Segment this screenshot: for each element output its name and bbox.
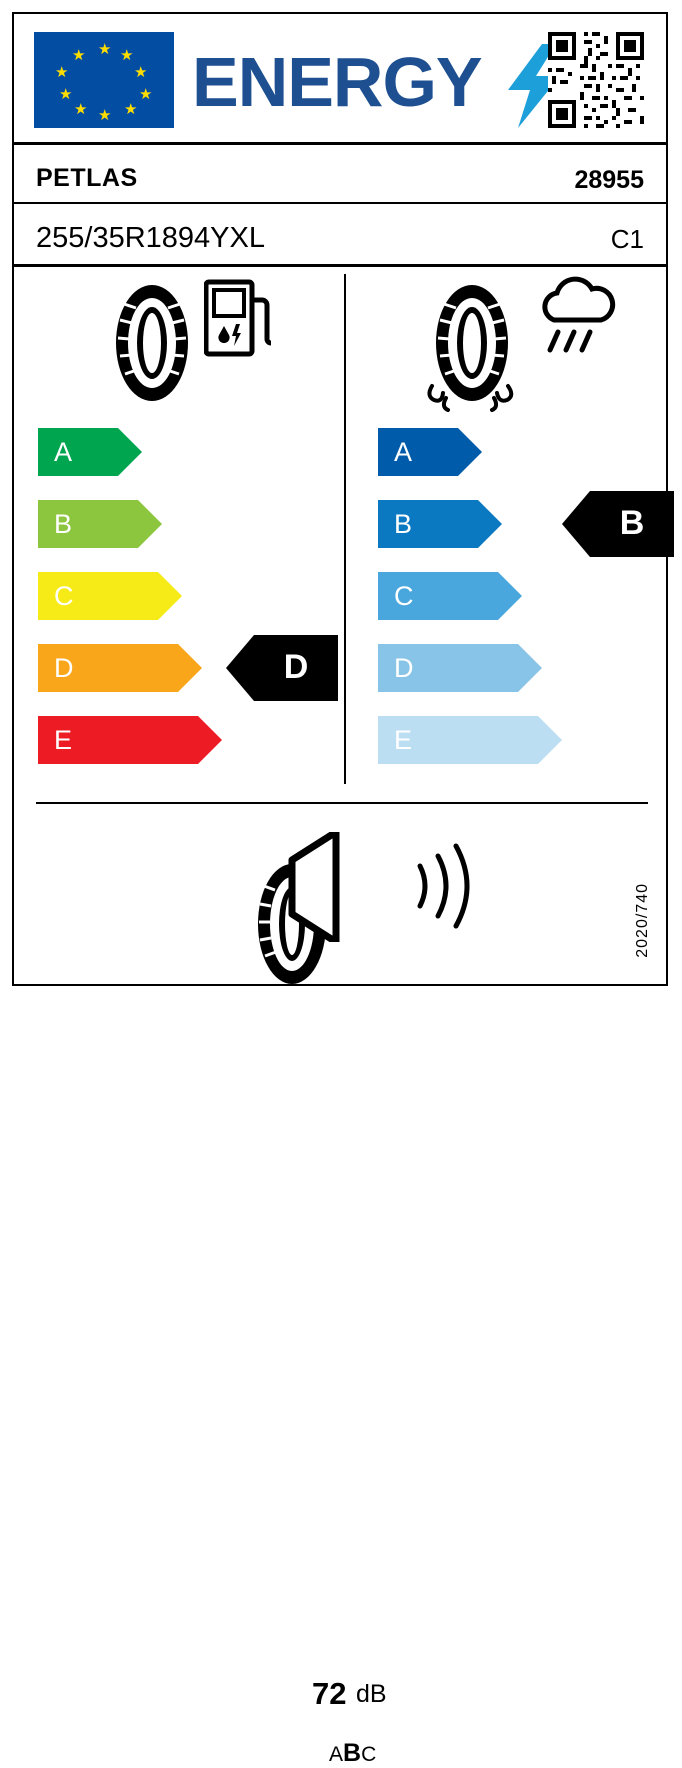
wet-grade-c bbox=[378, 572, 498, 620]
label-header bbox=[14, 14, 666, 142]
qr-code-icon bbox=[548, 32, 644, 128]
fuel-grade-d-letter: D bbox=[54, 652, 74, 683]
fuel-tyre-icon bbox=[102, 282, 202, 409]
panel-divider bbox=[344, 274, 346, 784]
fuel-grade-e bbox=[38, 716, 198, 764]
fuel-rating-badge bbox=[254, 635, 338, 701]
brand-code: 28955 bbox=[574, 166, 644, 194]
tyre-size: 255/35R1894YXL bbox=[36, 222, 265, 254]
header-divider bbox=[14, 142, 666, 145]
fuel-grade-a-letter: A bbox=[54, 436, 73, 467]
fuel-grade-c bbox=[38, 572, 158, 620]
noise-class-b: B bbox=[343, 1739, 362, 1767]
wet-grade-b-letter: B bbox=[394, 508, 413, 539]
wet-grade-a bbox=[378, 428, 458, 476]
speaker-icon bbox=[284, 832, 414, 947]
noise-divider bbox=[36, 802, 648, 804]
wet-rating-badge bbox=[590, 491, 674, 557]
noise-value: 72 bbox=[312, 1676, 347, 1711]
fuel-grade-a bbox=[38, 428, 118, 476]
fuel-grade-d bbox=[38, 644, 178, 692]
size-divider bbox=[14, 264, 666, 267]
tyre-class: C1 bbox=[610, 224, 644, 254]
noise-class-c: C bbox=[361, 1743, 377, 1766]
energy-title: ENERGY bbox=[192, 43, 482, 121]
noise-section bbox=[14, 814, 666, 1767]
wet-grade-b bbox=[378, 500, 478, 548]
wet-grade-c-letter: C bbox=[394, 580, 414, 611]
wet-grade-e bbox=[378, 716, 538, 764]
noise-unit: dB bbox=[356, 1680, 387, 1708]
noise-class-scale bbox=[329, 1739, 376, 1768]
fuel-grade-b-letter: B bbox=[54, 508, 73, 539]
brand-name: PETLAS bbox=[36, 164, 138, 192]
wet-grade-a-letter: A bbox=[394, 436, 413, 467]
fuel-rating-letter: D bbox=[283, 648, 309, 686]
wet-grade-d-letter: D bbox=[394, 652, 414, 683]
brand-divider bbox=[14, 202, 666, 204]
tyre-energy-label bbox=[12, 12, 668, 1767]
eu-flag-icon: ★ ★ ★ ★ ★ ★ ★ ★ ★ ★ bbox=[34, 32, 174, 128]
fuel-grade-c-letter: C bbox=[54, 580, 74, 611]
wet-grade-e-letter: E bbox=[394, 724, 413, 755]
sound-waves-icon bbox=[412, 838, 474, 939]
wet-rating-letter: B bbox=[619, 504, 645, 542]
fuel-pump-icon bbox=[204, 278, 274, 363]
fuel-grade-b bbox=[38, 500, 138, 548]
regulation-reference: 2020/740 bbox=[634, 883, 651, 958]
wet-tyre-icon bbox=[422, 282, 522, 433]
fuel-grade-e-letter: E bbox=[54, 724, 73, 755]
wet-grade-d bbox=[378, 644, 518, 692]
noise-class-a: A bbox=[329, 1743, 344, 1766]
rain-cloud-icon bbox=[534, 276, 618, 367]
